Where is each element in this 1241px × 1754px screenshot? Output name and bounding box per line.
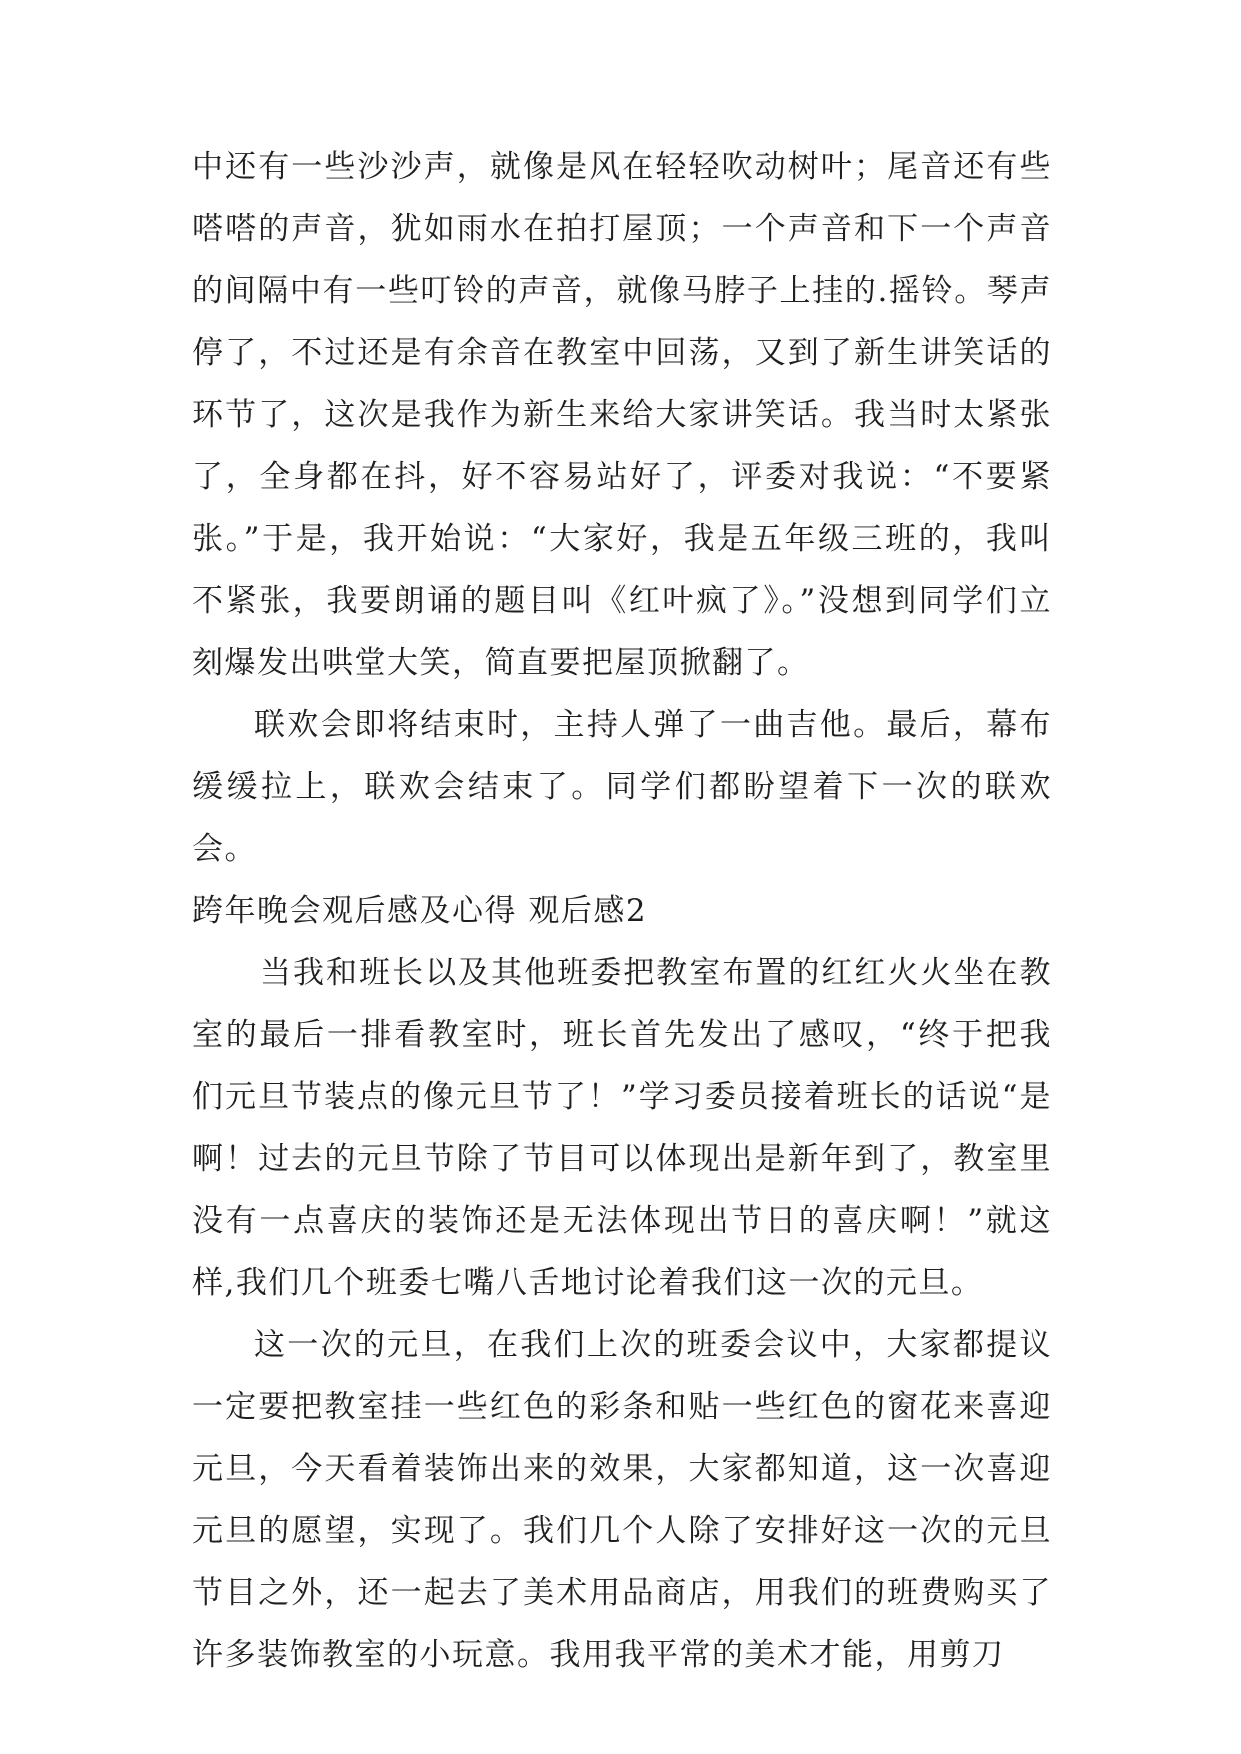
- paragraph-continuation: 中还有一些沙沙声，就像是风在轻轻吹动树叶；尾音还有些嗒嗒的声音，犹如雨水在拍打屋顶；一个声音和下一个声音的间隔中有一些叮铃的声音，就像马脖子上挂的.摇铃。琴声停了，不过还是有余音在教室中回荡，又到了新生讲笑话的环节了，这次是我作为新生来给大家讲笑话。我当时太紧张了，全身都在抖，好不容易站好了，评委对我说：“不要紧张。”于是，我开始说：“大家好，我是五年级三班的，我叫不紧张，我要朗诵的题目叫《红叶疯了》。”没想到同学们立刻爆发出哄堂大笑，简直要把屋顶掀翻了。: [192, 149, 1052, 681]
- paragraph-new-year-plan: 这一次的元旦，在我们上次的班委会议中，大家都提议一定要把教室挂一些红色的彩条和贴一些红色的窗花来喜迎元旦，今天看着装饰出来的效果，大家都知道，这一次喜迎元旦的愿望，实现了。我们几个人除了安排好这一次的元旦节目之外，还一起去了美术用品商店，用我们的班费购买了许多装饰教室的小玩意。我用我平常的美术才能，用剪刀: [192, 1327, 1052, 1673]
- paragraph-party-ending: 联欢会即将结束时，主持人弹了一曲吉他。最后，幕布缓缓拉上，联欢会结束了。同学们都盼望着下一次的联欢会。: [192, 707, 1052, 867]
- paragraph-classroom-decoration: 当我和班长以及其他班委把教室布置的红红火火坐在教室的最后一排看教室时，班长首先发出了感叹，“终于把我们元旦节装点的像元旦节了！”学习委员接着班长的话说“是啊！过去的元旦节除了节目可以体现出是新年到了，教室里没有一点喜庆的装饰还是无法体现出节日的喜庆啊！”就这样,我们几个班委七嘴八舌地讨论着我们这一次的元旦。: [192, 955, 1052, 1301]
- document-page: [192, 136, 1052, 1686]
- section-heading: 跨年晚会观后感及心得 观后感2: [192, 893, 648, 929]
